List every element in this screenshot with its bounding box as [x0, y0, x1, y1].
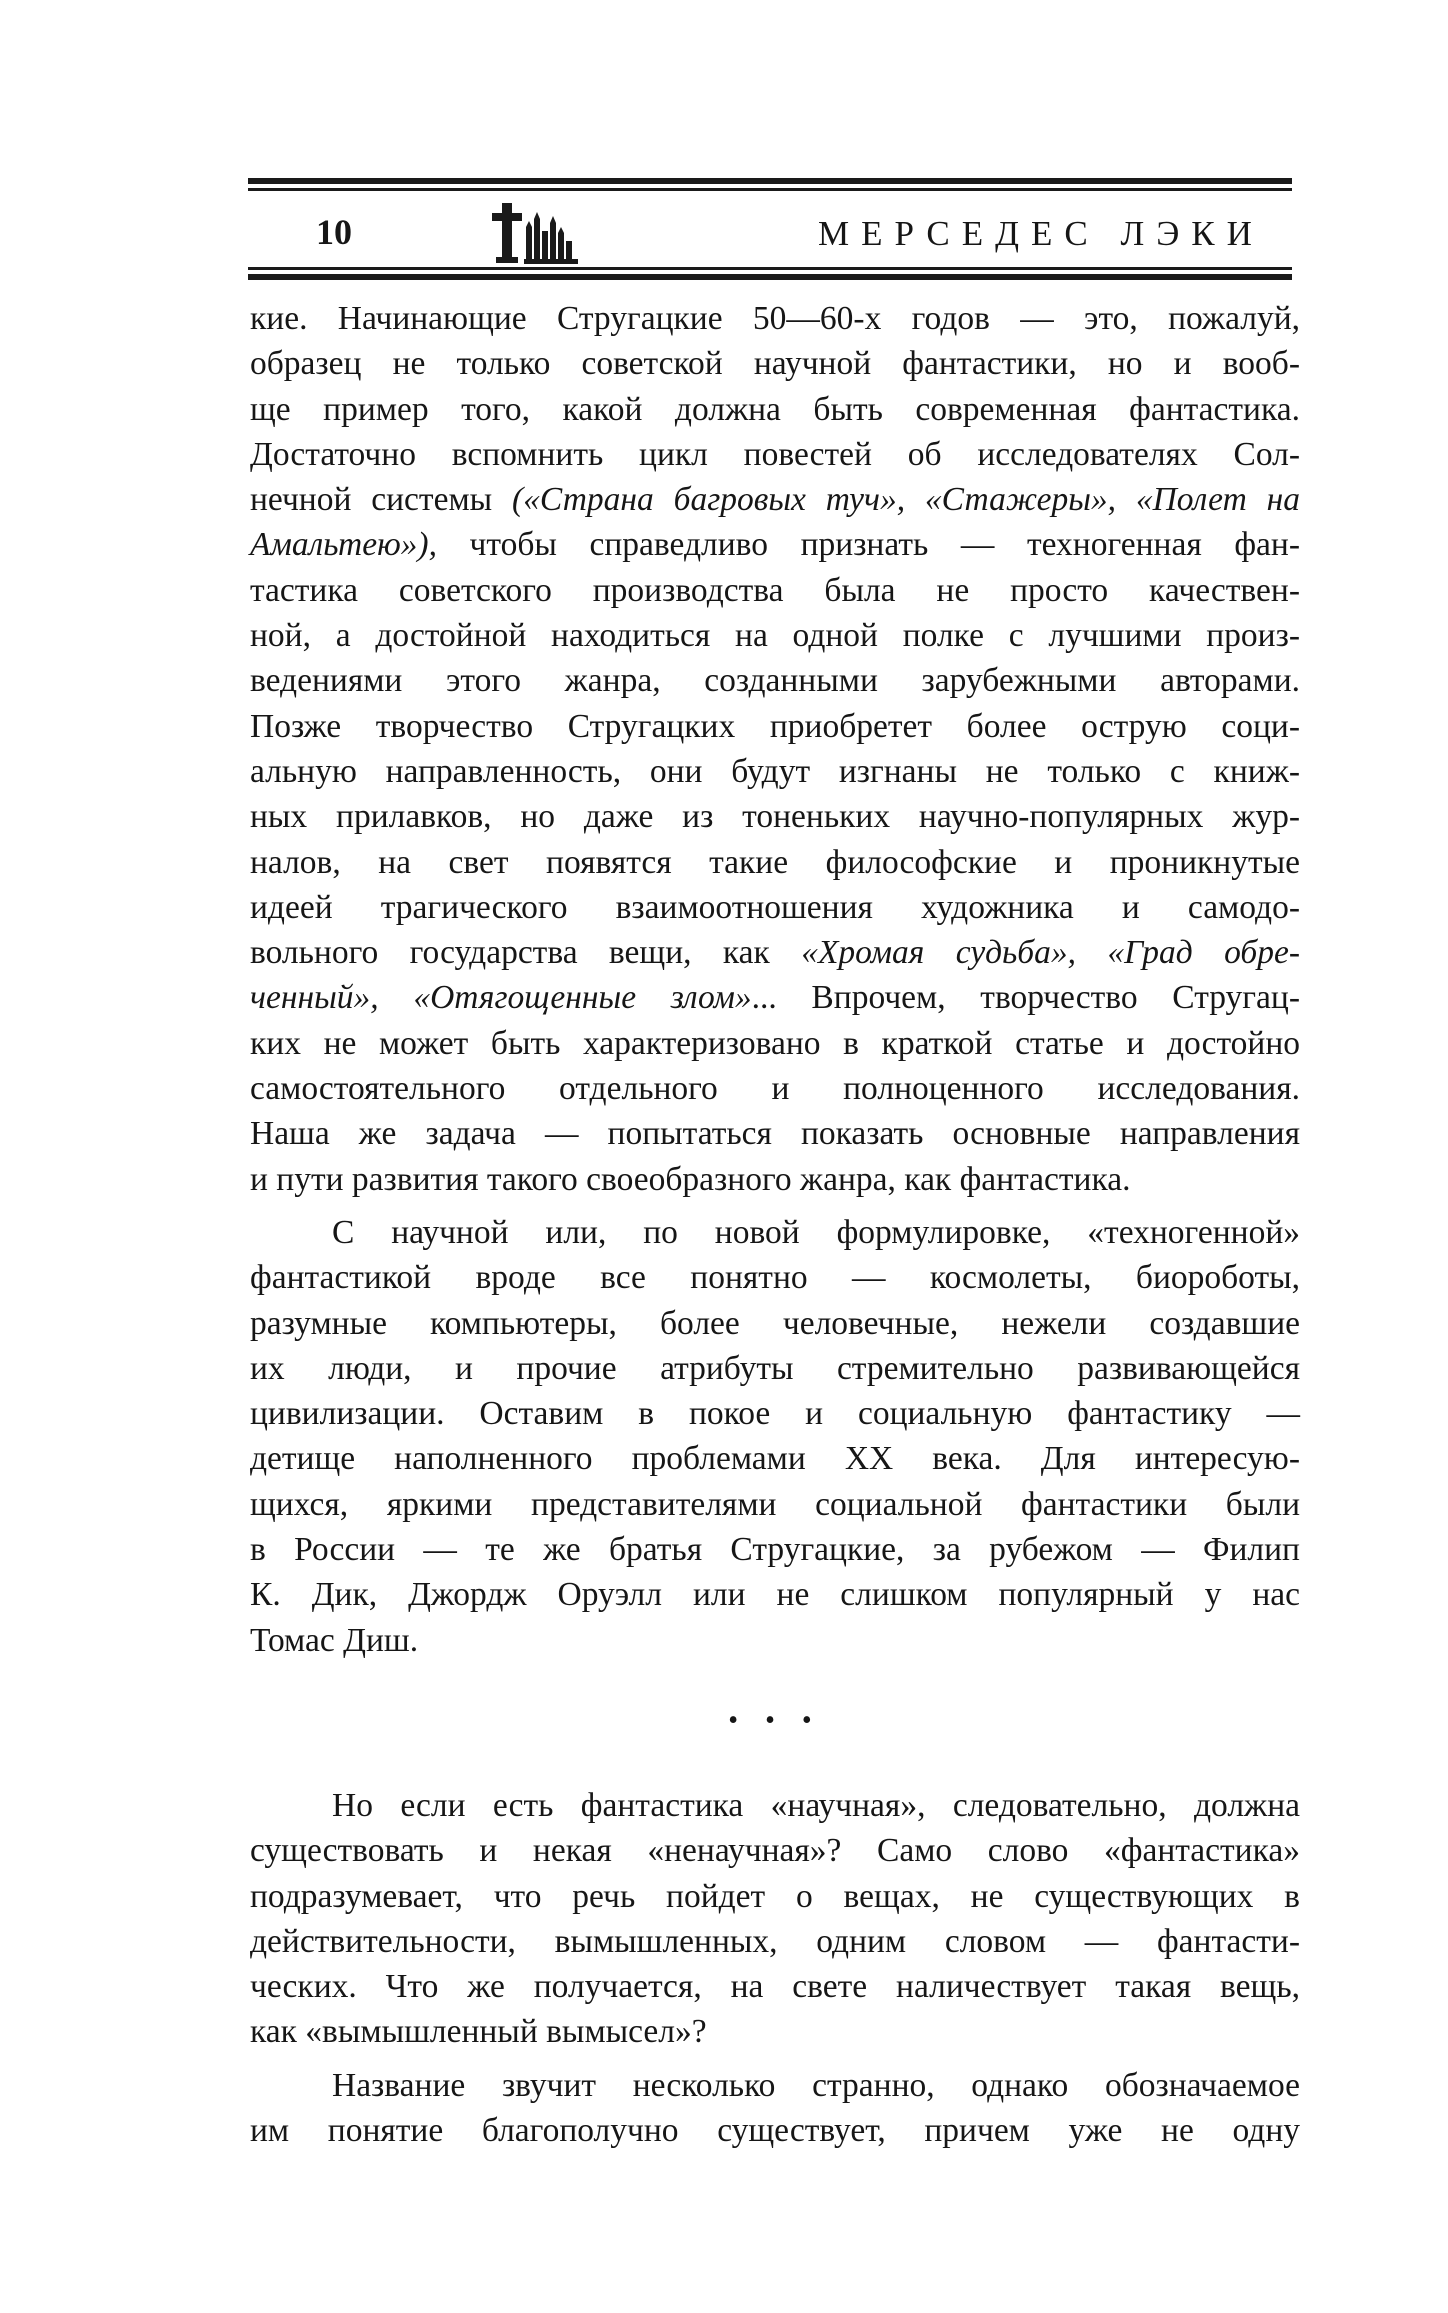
- italic-title-run: ченный», «Отягощенные злом»: [250, 979, 752, 1017]
- text-line: К. Дик, Джордж Оруэлл или не слишком популярный у нас: [250, 1576, 1300, 1614]
- text-line: образец не только советской научной фантастики, но и вооб-: [250, 345, 1300, 383]
- header-rule-bottom-thin: [248, 267, 1292, 270]
- text-line: и пути развития такого своеобразного жанра, как фантастика.: [250, 1160, 1131, 1198]
- text-line: ных прилавков, но даже из тоненьких научно-популярных жур-: [250, 798, 1300, 836]
- text-line: Позже творчество Стругацких приобретет более острую соци-: [250, 707, 1300, 745]
- text-line: ведениями этого жанра, созданными зарубежными авторами.: [250, 662, 1300, 700]
- text-line: С научной или, по новой формулировке, «техногенной»: [332, 1213, 1300, 1251]
- text-line: самостоятельного отдельного и полноценного исследования.: [250, 1070, 1300, 1108]
- text-line: идеей трагического взаимоотношения художника и самодо-: [250, 888, 1300, 926]
- paragraph-4: [250, 2063, 1300, 2154]
- paragraph-2: [250, 1210, 1300, 1663]
- italic-title-run: («Страна багровых туч», «Стажеры», «Полет на: [512, 481, 1300, 519]
- page-number: 10: [316, 212, 352, 252]
- text-line: [250, 477, 1300, 522]
- header-rule-bottom-thick: [248, 274, 1292, 280]
- text-line: [250, 522, 1300, 567]
- text-line: щихся, яркими представителями социальной фантастики были: [250, 1485, 1300, 1523]
- text-line: Наша же задача — попытаться показать основные направления: [250, 1115, 1300, 1153]
- text-line: ческих. Что же получается, на свете наличествует такая вещь,: [250, 1968, 1300, 2006]
- body-text: [250, 296, 1300, 2153]
- text-line: разумные компьютеры, более человечные, нежели создавшие: [250, 1304, 1300, 1342]
- header-rule-top-thick: [248, 178, 1292, 184]
- text-line: ще пример того, какой должна быть современная фантастика.: [250, 390, 1300, 428]
- text-line: [250, 975, 1300, 1020]
- text-line: существовать и некая «ненаучная»? Само слово «фантастика»: [250, 1832, 1300, 1870]
- text-run: нечной системы: [250, 481, 512, 519]
- running-title: МЕРСЕДЕС ЛЭКИ: [818, 214, 1264, 253]
- text-line: как «вымышленный вымысел»?: [250, 2013, 707, 2051]
- text-line: их люди, и прочие атрибуты стремительно развивающейся: [250, 1349, 1300, 1387]
- text-line: детище наполненного проблемами XX века. Для интересую-: [250, 1440, 1300, 1478]
- text-line: ких не может быть характеризовано в краткой статье и достойно: [250, 1024, 1300, 1062]
- text-line: цивилизации. Оставим в покое и социальную фантастику —: [250, 1395, 1300, 1433]
- header-rule-top-thin: [248, 188, 1292, 191]
- text-line: Достаточно вспомнить цикл повестей об исследователях Сол-: [250, 435, 1300, 473]
- text-run: вольного государства вещи, как: [250, 934, 802, 972]
- text-line: альную направленность, они будут изгнаны не только с книж-: [250, 752, 1300, 790]
- text-line: действительности, вымышленных, одним словом — фантасти-: [250, 1922, 1300, 1960]
- castle-towers-icon: [488, 197, 584, 267]
- text-line: Но если есть фантастика «научная», следовательно, должна: [332, 1786, 1300, 1824]
- section-separator: • • •: [728, 1704, 822, 1736]
- text-line: подразумевает, что речь пойдет о вещах, не существующих в: [250, 1877, 1300, 1915]
- text-line: кие. Начинающие Стругацкие 50—60-х годов — это, пожалуй,: [250, 300, 1300, 337]
- text-line: Томас Диш.: [250, 1621, 419, 1659]
- paragraph-1: [250, 296, 1300, 1202]
- text-run: ... Впрочем, творчество Стругац-: [751, 979, 1300, 1017]
- text-run: чтобы справедливо признать — техногенная фан-: [436, 526, 1300, 564]
- text-line: ной, а достойной находиться на одной полке с лучшими произ-: [250, 617, 1300, 655]
- paragraph-3: [250, 1783, 1300, 2055]
- text-line: Название звучит несколько странно, однако обозначаемое: [332, 2066, 1300, 2104]
- italic-title-run: Амальтею»),: [250, 526, 437, 564]
- text-line: в России — те же братья Стругацкие, за рубежом — Филип: [250, 1531, 1300, 1569]
- italic-title-run: «Хромая судьба», «Град обре-: [801, 934, 1301, 972]
- text-line: [250, 930, 1300, 975]
- text-line: им понятие благополучно существует, причем уже не одну: [250, 2111, 1300, 2149]
- text-line: тастика советского производства была не просто качествен-: [250, 571, 1300, 609]
- text-line: налов, на свет появятся такие философские и проникнутые: [250, 843, 1300, 881]
- text-line: фантастикой вроде все понятно — космолеты, биороботы,: [250, 1259, 1300, 1297]
